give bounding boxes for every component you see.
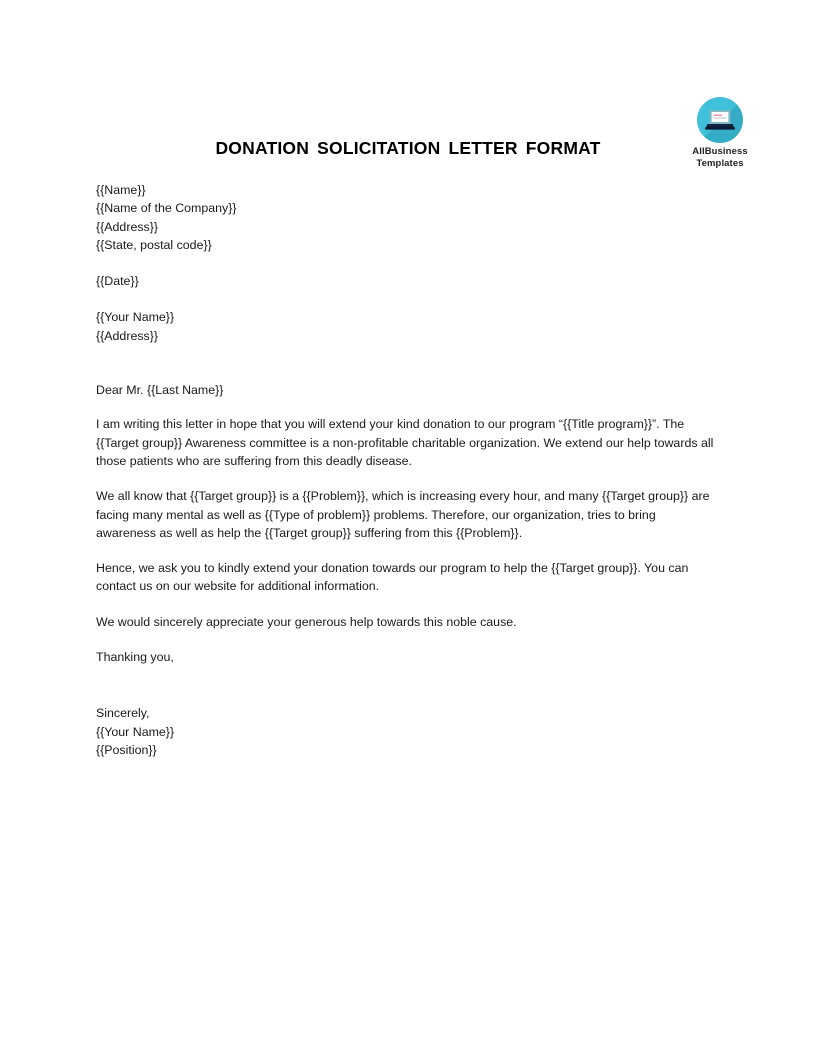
sender-name: {{Your Name}} — [96, 310, 175, 325]
sender-address-block — [96, 308, 718, 345]
spacer — [96, 631, 718, 648]
closing-name: {{Your Name}} — [96, 724, 175, 739]
date-value: {{Date}} — [96, 274, 139, 289]
sender-address: {{Address}} — [96, 328, 159, 343]
recipient-address: {{Address}} — [96, 219, 159, 234]
recipient-name: {{Name}} — [96, 183, 146, 197]
body-paragraph-3: Hence, we ask you to kindly extend your donation towards our program to help the {{Target group}}. You can contact us on our website for additional information. — [96, 561, 689, 594]
spacer — [96, 254, 718, 272]
body-paragraph-4: We would sincerely appreciate your generous help towards this noble cause. — [96, 614, 517, 629]
recipient-company: {{Name of the Company}} — [96, 201, 237, 216]
document-title: DONATION SOLICITATION LETTER FORMAT — [215, 138, 601, 158]
closing-sincerely: Sincerely, — [96, 706, 150, 721]
logo-circle — [697, 97, 743, 143]
recipient-address-block — [96, 181, 718, 254]
date-block — [96, 272, 718, 290]
body-paragraph-2: We all know that {{Target group}} is a {{Problem}}, which is increasing every hour, and many {{Target group}} are facing many mental as well as {{Type of problem}} problems. Therefore, our organization, tries to bring awareness as well as help the {{Target group}} suffering from this {{Problem}}. — [96, 489, 710, 540]
spacer — [96, 399, 718, 415]
salutation-text: Dear Mr. {{Last Name}} — [96, 383, 224, 398]
laptop-icon — [705, 109, 735, 131]
spacer — [96, 345, 718, 381]
logo-wordmark-line1: AllBusiness — [692, 146, 748, 157]
recipient-state-postal: {{State, postal code}} — [96, 237, 212, 252]
logo-wordmark-line2: Templates — [696, 157, 744, 169]
spacer — [96, 666, 718, 704]
spacer — [96, 470, 718, 487]
spacer — [96, 290, 718, 308]
letter-body — [96, 181, 718, 759]
closing-position: {{Position}} — [96, 742, 157, 757]
salutation — [96, 381, 718, 399]
body-paragraph-5: Thanking you, — [96, 650, 174, 665]
closing-block — [96, 704, 718, 759]
body-paragraph-1: I am writing this letter in hope that you will extend your kind donation to our program “{{Title program}}”. The {{Target group}} Awareness committee is a non-profitable charitable organization. We extend our help towards all those patients who are suffering from this deadly disease. — [96, 417, 714, 468]
spacer — [96, 542, 718, 559]
spacer — [96, 596, 718, 613]
